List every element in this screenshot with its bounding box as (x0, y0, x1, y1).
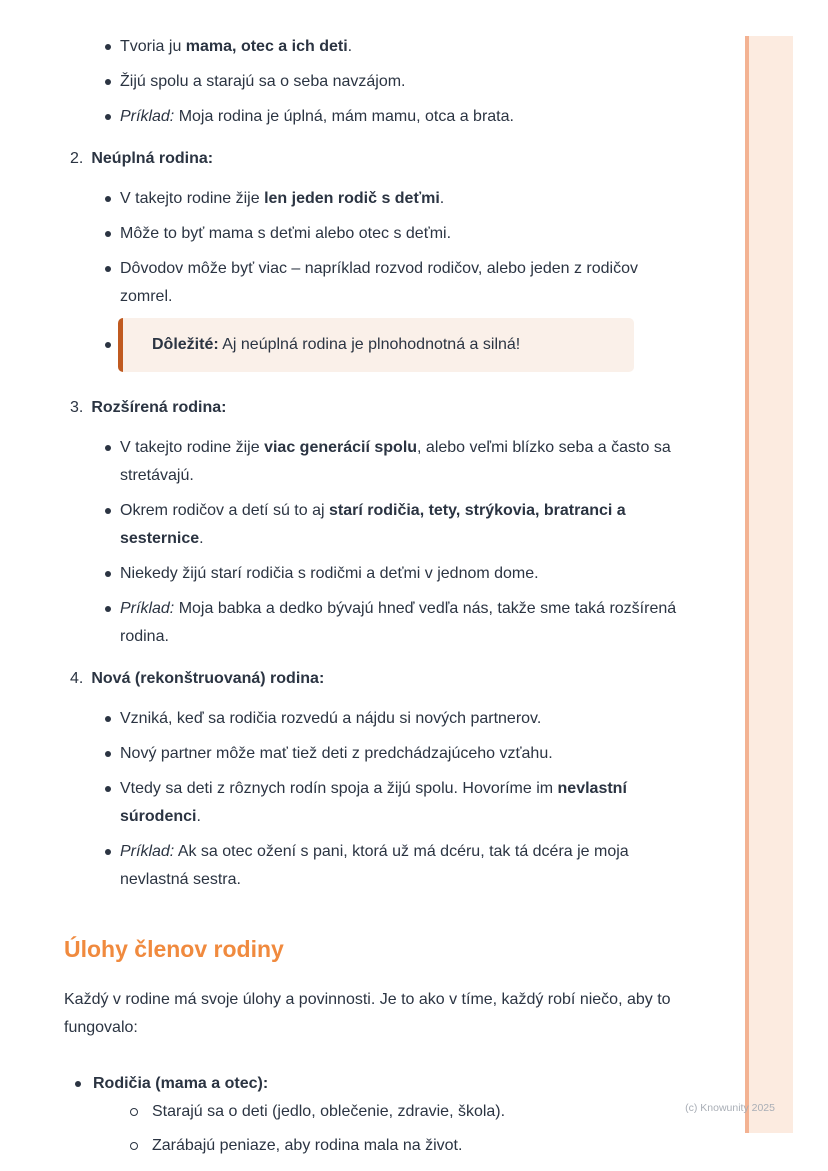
text-segment: Príklad: (120, 108, 175, 125)
list-item (64, 705, 688, 733)
text-segment: . (199, 530, 204, 547)
section-heading (64, 145, 688, 173)
text-segment: Moja rodina je úplná, mám mamu, otca a brata. (174, 108, 514, 125)
text-segment: Vzniká, keď sa rodičia rozvedú a nájdu si nových partnerov. (120, 710, 542, 727)
list-item (64, 775, 688, 831)
roles-heading: Úlohy členov rodiny (64, 936, 284, 962)
list-item (64, 68, 688, 96)
list-item-text (120, 439, 671, 484)
text-segment: . (439, 190, 445, 207)
text-segment: Ak sa otec ožení s pani, ktorá už má dcéru, tak tá dcéra je moja nevlastná sestra. (120, 843, 629, 888)
roles-intro-paragraph: Každý v rodine má svoje úlohy a povinnosti. Je to ako v tíme, každý robí niečo, aby to fungovalo: (64, 991, 671, 1036)
list-item (64, 560, 688, 588)
text-segment: Príklad: (120, 843, 175, 860)
list-item-text (120, 710, 541, 727)
sub-list (64, 1098, 688, 1160)
text-segment: Aj neúplná rodina je plnohodnotná a silná! (218, 336, 521, 353)
section-title: Nová (rekonštruovaná) rodina: (91, 670, 325, 687)
callout-text (152, 336, 520, 353)
text-segment: Môže to byť mama s deťmi alebo otec s deťmi. (120, 225, 452, 242)
text-segment: Vtedy sa deti z rôznych rodín spoja a žijú spolu. Hovoríme im (120, 780, 558, 797)
copyright-footer: (c) Knowunity 2025 (685, 1102, 775, 1114)
section-heading (64, 665, 688, 693)
text-segment: Nový partner môže mať tiež deti z predchádzajúceho vzťahu. (120, 745, 553, 762)
text-segment: . (347, 38, 353, 55)
text-segment: nevlastní súrodenci (120, 780, 627, 825)
text-segment: Starajú sa o deti (jedlo, oblečenie, zdravie, škola). (152, 1103, 506, 1120)
text-segment: Niekedy žijú starí rodičia s rodičmi a deťmi v jednom dome. (120, 565, 539, 582)
text-segment: len jeden rodič s deťmi (264, 190, 440, 207)
list-item-text (120, 108, 514, 125)
sub-list-item (64, 1098, 688, 1126)
text-segment: Okrem rodičov a detí sú to aj (120, 502, 329, 519)
sub-list-item (64, 1132, 688, 1160)
text-segment: Dôležité: (152, 336, 219, 353)
text-segment: Dôvodov môže byť viac – napríklad rozvod rodičov, alebo jeden z rodičov zomrel. (120, 260, 638, 305)
text-segment: Zarábajú peniaze, aby rodina mala na život. (152, 1137, 463, 1154)
list-item (64, 185, 688, 213)
text-segment: Žijú spolu a starajú sa o seba navzájom. (120, 73, 406, 90)
list-item-text (152, 1103, 505, 1120)
list-item-text (120, 843, 629, 888)
list-item (64, 595, 688, 651)
list-item-text (120, 73, 405, 90)
list-item (64, 497, 688, 553)
list-item-text (120, 565, 539, 582)
section-number: 2. (70, 150, 84, 167)
bullet-list (64, 33, 688, 131)
text-segment: Rodičia (mama a otec): (93, 1075, 269, 1092)
text-segment: V takejto rodine žije (120, 439, 265, 456)
section-title: Neúplná rodina: (91, 150, 214, 167)
section-heading (64, 394, 688, 422)
list-item-text (120, 502, 626, 547)
bullet-list (64, 434, 688, 651)
list-item-text (120, 780, 627, 825)
list-item-text (120, 38, 352, 55)
text-segment: mama, otec a ich deti (185, 38, 348, 55)
text-segment: viac generácií spolu (264, 439, 418, 456)
list-item-text (120, 260, 638, 305)
list-item-text (93, 1075, 268, 1092)
list-item (64, 220, 688, 248)
right-margin-stripe (745, 36, 793, 1133)
list-item (64, 838, 688, 894)
text-segment: , alebo veľmi blízko seba a často sa stretávajú. (120, 439, 671, 484)
list-item (64, 33, 688, 61)
text-segment: V takejto rodine žije (120, 190, 265, 207)
text-segment: starí rodičia, tety, strýkovia, bratranci a sesternice (120, 502, 626, 547)
list-item-text (152, 1137, 462, 1154)
document-content (64, 0, 688, 1166)
list-item (64, 103, 688, 131)
list-item-text (120, 190, 444, 207)
list-item (64, 318, 688, 372)
important-callout (118, 318, 634, 372)
list-item-text (120, 745, 553, 762)
bullet-list (64, 185, 688, 372)
list-item (64, 1070, 688, 1098)
text-segment: Tvoria ju (120, 38, 186, 55)
bullet-list (64, 705, 688, 894)
section-title: Rozšírená rodina: (91, 399, 227, 416)
section-number: 4. (70, 670, 84, 687)
text-segment: Moja babka a dedko bývajú hneď vedľa nás, takže sme taká rozšírená rodina. (120, 600, 677, 645)
text-segment: . (196, 808, 201, 825)
roles-list (64, 1070, 688, 1160)
list-item (64, 434, 688, 490)
list-item-text (120, 600, 676, 645)
section-number: 3. (70, 399, 84, 416)
text-segment: Príklad: (120, 600, 175, 617)
list-item (64, 255, 688, 311)
list-item (64, 740, 688, 768)
list-item-text (120, 225, 451, 242)
